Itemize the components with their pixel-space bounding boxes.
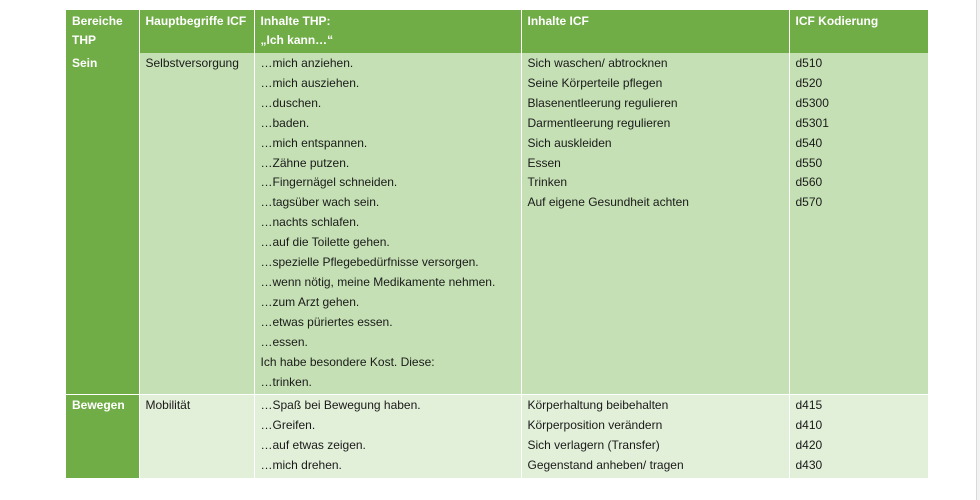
cell-line: …wenn nötig, meine Medikamente nehmen. xyxy=(260,274,496,289)
cell-line: …duschen. xyxy=(260,95,322,110)
kodierung-cell xyxy=(789,53,928,395)
cell-line: d5300 xyxy=(795,95,829,110)
cell-line: d550 xyxy=(795,155,823,170)
inhalte-icf-cell xyxy=(521,53,789,395)
hauptbegriff-cell: Selbstversorgung xyxy=(139,53,254,395)
cell-line: …Fingernägel schneiden. xyxy=(260,175,398,190)
cell-line: …Spaß bei Bewegung haben. xyxy=(260,398,421,413)
cell-line: Gegenstand anheben/ tragen xyxy=(527,458,684,473)
cell-line: Trinken xyxy=(527,175,568,190)
hauptbegriff-cell: Mobilität xyxy=(139,395,254,478)
cell-line: d560 xyxy=(795,175,823,190)
header-kodierung: ICF Kodierung xyxy=(789,10,928,53)
cell-line: …Greifen. xyxy=(260,418,316,433)
cell-line: …tagsüber wach sein. xyxy=(260,195,380,210)
cell-line: Sich verlagern (Transfer) xyxy=(527,438,660,453)
cell-line: …essen. xyxy=(260,334,308,349)
cell-line: Darmentleerung regulieren xyxy=(527,115,671,130)
header-inhalte-icf: Inhalte ICF xyxy=(521,10,789,53)
table-header-row xyxy=(66,10,928,53)
icf-table xyxy=(66,10,928,478)
cell-line: Körperhaltung beibehalten xyxy=(527,398,669,413)
cell-line: …mich drehen. xyxy=(260,458,342,473)
cell-line: Sich auskleiden xyxy=(527,135,612,150)
cell-line: …Zähne putzen. xyxy=(260,155,350,170)
header-inhalte-thp: Inhalte THP: „Ich kann…“ xyxy=(254,10,521,53)
bereich-cell: Sein xyxy=(66,53,139,395)
cell-line: d410 xyxy=(795,418,823,433)
cell-line: Blasenentleerung regulieren xyxy=(527,95,678,110)
cell-line: …zum Arzt gehen. xyxy=(260,294,360,309)
cell-line: …auf etwas zeigen. xyxy=(260,438,366,453)
cell-line: …nachts schlafen. xyxy=(260,215,360,230)
cell-line: d5301 xyxy=(795,115,829,130)
cell-line: …baden. xyxy=(260,115,310,130)
cell-line: …trinken. xyxy=(260,374,312,389)
cell-line: Essen xyxy=(527,155,561,170)
cell-line: Körperposition verändern xyxy=(527,418,663,433)
inhalte-icf-cell xyxy=(521,395,789,478)
cell-line: d540 xyxy=(795,135,823,150)
cell-line: d420 xyxy=(795,438,823,453)
header-hauptbegriffe: Hauptbegriffe ICF xyxy=(139,10,254,53)
cell-line: …auf die Toilette gehen. xyxy=(260,235,390,250)
cell-line: Seine Körperteile pflegen xyxy=(527,75,663,90)
cell-line: …etwas püriertes essen. xyxy=(260,314,393,329)
cell-line: …spezielle Pflegebedürfnisse versorgen. xyxy=(260,255,479,270)
cell-line: d415 xyxy=(795,398,823,413)
table-row-sein xyxy=(66,53,928,395)
cell-line: Ich habe besondere Kost. Diese: xyxy=(260,354,435,369)
cell-line: d430 xyxy=(795,458,823,473)
header-bereiche: Bereiche THP xyxy=(66,10,139,53)
cell-line: …mich anziehen. xyxy=(260,56,354,70)
cell-line: Auf eigene Gesundheit achten xyxy=(527,195,689,210)
bereich-cell: Bewegen xyxy=(66,395,139,478)
cell-line: d510 xyxy=(795,56,823,70)
cell-line: d570 xyxy=(795,195,823,210)
table-row-bewegen xyxy=(66,395,928,478)
inhalte-thp-cell xyxy=(254,53,521,395)
kodierung-cell xyxy=(789,395,928,478)
inhalte-thp-cell xyxy=(254,395,521,478)
cell-line: …mich ausziehen. xyxy=(260,75,360,90)
cell-line: …mich entspannen. xyxy=(260,135,368,150)
cell-line: Sich waschen/ abtrocknen xyxy=(527,56,668,70)
cell-line: d520 xyxy=(795,75,823,90)
